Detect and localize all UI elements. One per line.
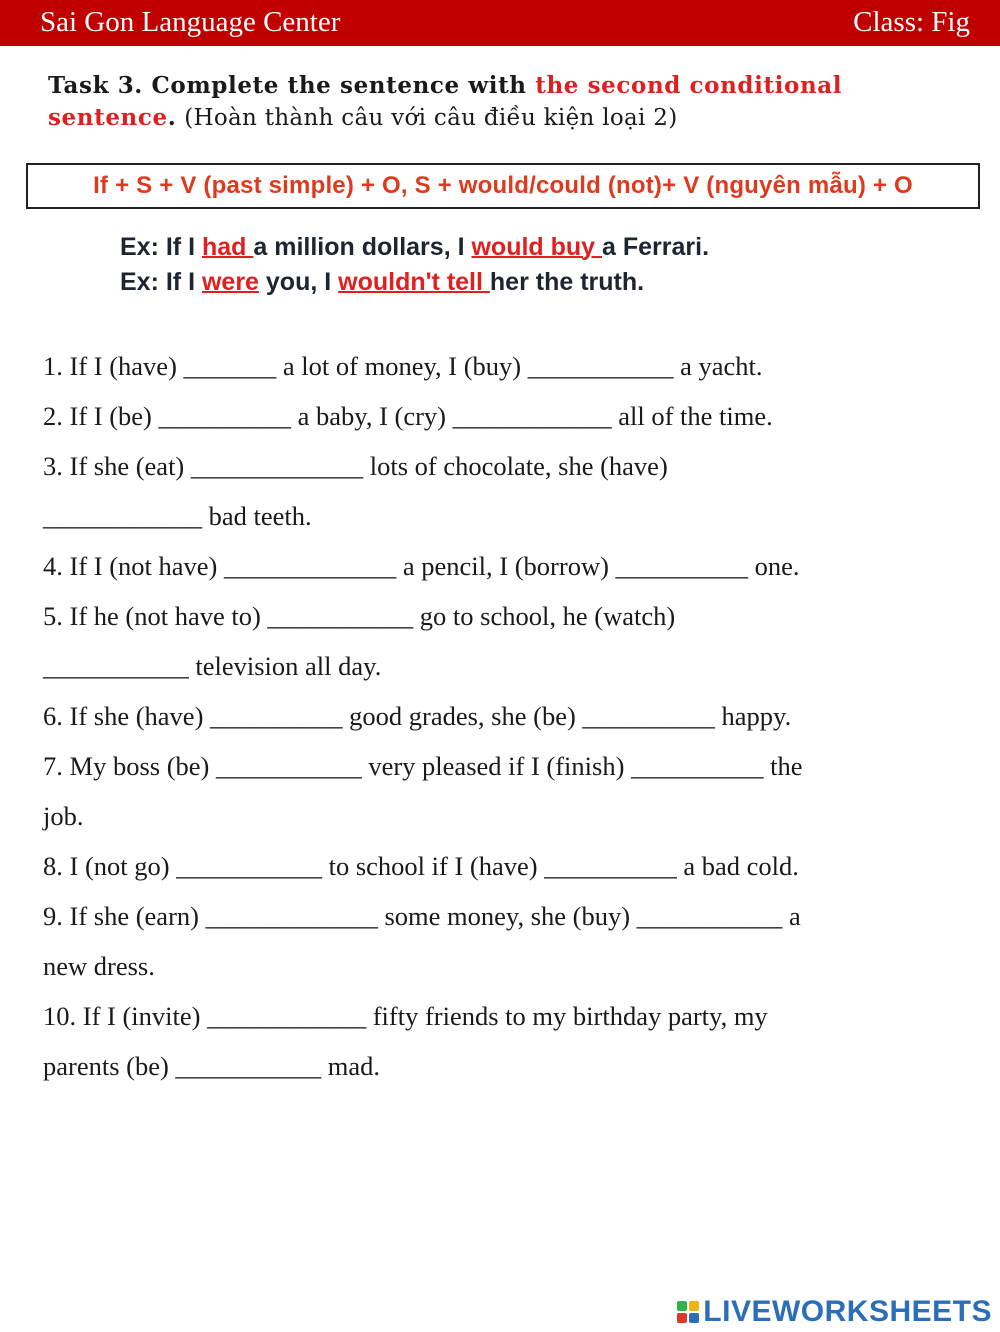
question-line[interactable]: 7. My boss (be) ___________ very pleased if I (finish) __________ the xyxy=(43,751,803,781)
header-bar xyxy=(0,0,1000,46)
question-line[interactable]: 5. If he (not have to) ___________ go to school, he (watch) xyxy=(43,601,676,631)
example-prefix: Ex: If I xyxy=(120,268,202,296)
question-line: job. xyxy=(43,801,84,831)
question-line[interactable]: 8. I (not go) ___________ to school if I (have) __________ a bad cold. xyxy=(43,851,799,881)
task-instructions xyxy=(48,70,968,134)
example-middle: a million dollars, I xyxy=(253,233,472,261)
example-verb-2: wouldn't tell xyxy=(338,268,490,296)
brand-name: LIVEWORKSHEETS xyxy=(703,1295,992,1328)
question-line[interactable]: ____________ bad teeth. xyxy=(43,501,312,531)
question-line[interactable]: 1. If I (have) _______ a lot of money, I (buy) ___________ a yacht. xyxy=(43,351,763,381)
example-suffix: her the truth. xyxy=(489,268,645,296)
question-line[interactable]: 3. If she (eat) _____________ lots of chocolate, she (have) xyxy=(43,451,668,481)
liveworksheets-mark-icon xyxy=(677,1301,699,1323)
class-label: Class: Fig xyxy=(853,6,970,38)
formula-box: If + S + V (past simple) + O, S + would/could (not)+ V (nguyên mẫu) + O xyxy=(26,163,980,209)
question-line[interactable]: parents (be) ___________ mad. xyxy=(43,1051,381,1081)
question-line[interactable]: 9. If she (earn) _____________ some money, she (buy) ___________ a xyxy=(43,901,801,931)
question-line[interactable]: 10. If I (invite) ____________ fifty friends to my birthday party, my xyxy=(43,1001,768,1031)
task-label: Task 3. Complete the sentence with xyxy=(48,72,536,99)
school-name: Sai Gon Language Center xyxy=(40,6,341,38)
task-highlight: the second conditional sentence xyxy=(48,72,843,131)
liveworksheets-logo[interactable] xyxy=(677,1295,992,1329)
question-line[interactable]: 2. If I (be) __________ a baby, I (cry) ____________ all of the time. xyxy=(43,401,773,431)
example-middle: you, I xyxy=(258,268,339,296)
example-prefix: Ex: If I xyxy=(120,233,202,261)
question-line[interactable]: 4. If I (not have) _____________ a pencil, I (borrow) __________ one. xyxy=(43,551,800,581)
example-verb-1: had xyxy=(201,233,254,261)
example-suffix: a Ferrari. xyxy=(602,233,710,261)
example-2 xyxy=(120,268,644,297)
task-period: . xyxy=(167,104,177,131)
question-line: new dress. xyxy=(43,951,155,981)
example-1 xyxy=(120,233,709,262)
question-line[interactable]: ___________ television all day. xyxy=(43,651,382,681)
example-verb-1: were xyxy=(201,268,259,296)
example-verb-2: would buy xyxy=(471,233,603,261)
task-translation: (Hoàn thành câu với câu điều kiện loại 2) xyxy=(184,105,678,131)
question-line[interactable]: 6. If she (have) __________ good grades, she (be) __________ happy. xyxy=(43,701,792,731)
